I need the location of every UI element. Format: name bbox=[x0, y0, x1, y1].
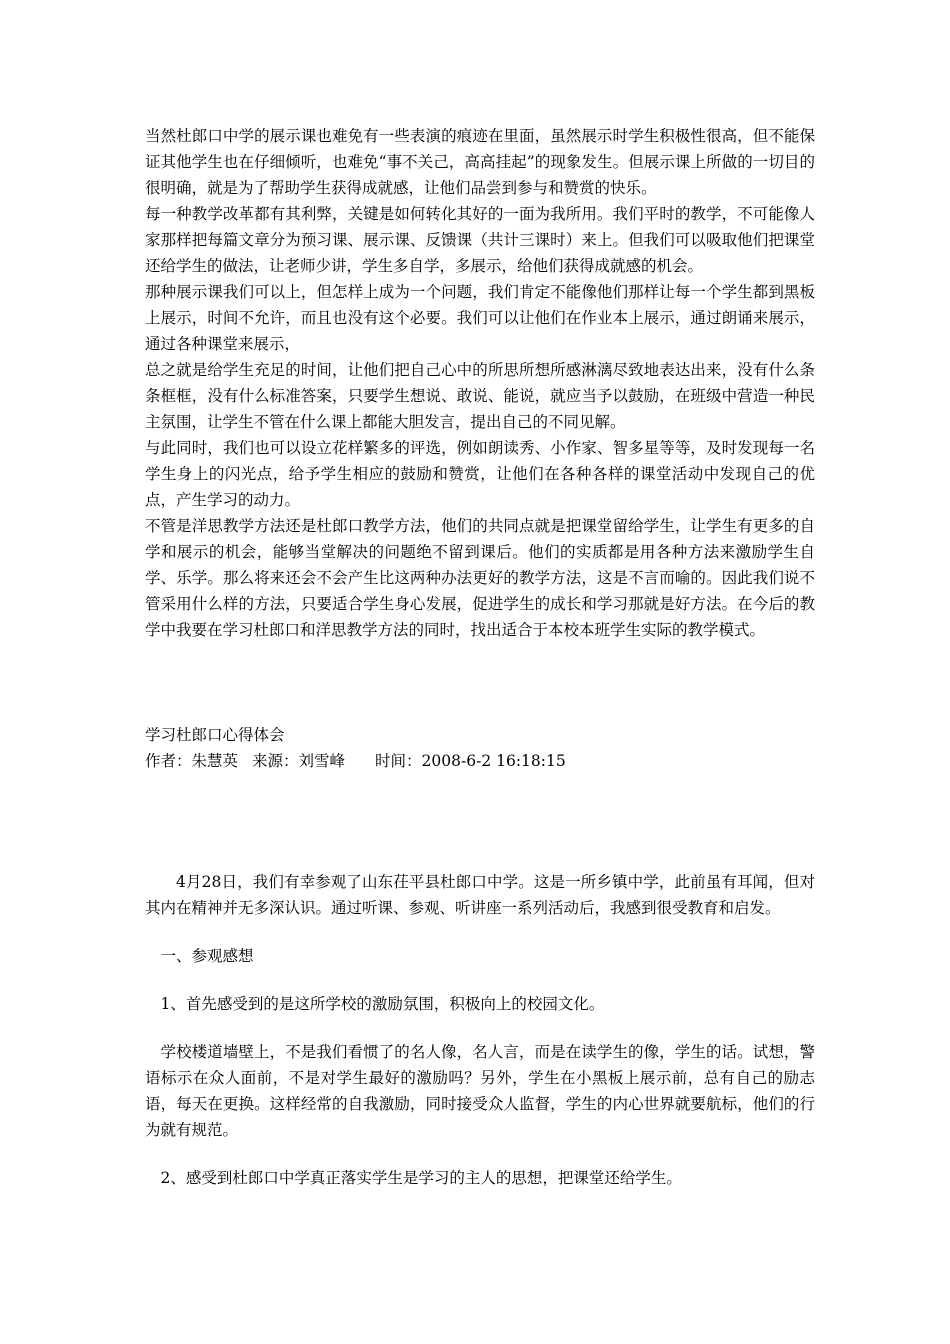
point-detail-paragraph: 学校楼道墙壁上，不是我们看惯了的名人像，名人言，而是在读学生的像，学生的话。试想，警语标示在众人面前，不是对学生最好的激励吗？另外，学生在小黑板上展示前，总有自己的励志语，每天在更换。这样经常的自我激励，同时接受众人监督，学生的内心世界就要航标，他们的行为就有规范。 bbox=[145, 1043, 815, 1139]
article-author: 作者：朱慧英 bbox=[145, 752, 239, 770]
paragraph: 不管是洋思教学方法还是杜郎口教学方法，他们的共同点就是把课堂留给学生，让学生有更多的自学和展示的机会，能够当堂解决的问题绝不留到课后。他们的实质都是用各种方法来激励学生自学、乐学。那么将来还会不会产生比这两种办法更好的教学方法，这是不言而喻的。因此我们说不管采用什么样的方法，只要适合学生身心发展，促进学生的成长和学习那就是好方法。在今后的教学中我要在学习杜郎口和洋思教学方法的同时，找出适合于本校本班学生实际的教学模式。 bbox=[145, 517, 815, 639]
article-source: 来源：刘雪峰 bbox=[252, 752, 346, 770]
paragraph: 那种展示课我们可以上，但怎样上成为一个问题，我们肯定不能像他们那样让每一个学生都到黑板上展示，时间不允许，而且也没有这个必要。我们可以让他们在作业本上展示，通过朗诵来展示，通过各种课堂来展示， bbox=[145, 283, 815, 353]
article-title: 学习杜郎口心得体会 bbox=[145, 726, 285, 744]
article-time: 时间：2008-6-2 16:18:15 bbox=[375, 752, 566, 770]
paragraph: 当然杜郎口中学的展示课也难免有一些表演的痕迹在里面，虽然展示时学生积极性很高，但不能保证其他学生也在仔细倾听，也难免“事不关己，高高挂起”的现象发生。但展示课上所做的一切目的很明确，就是为了帮助学生获得成就感，让他们品尝到参与和赞赏的快乐。 bbox=[145, 127, 815, 197]
section-heading: 一、参观感想 bbox=[160, 947, 254, 965]
paragraph: 总之就是给学生充足的时间，让他们把自己心中的所思所想所感淋漓尽致地表达出来，没有什么条条框框，没有什么标准答案，只要学生想说、敢说、能说，就应当予以鼓励，在班级中营造一种民主氛围，让学生不管在什么课上都能大胆发言，提出自己的不同见解。 bbox=[145, 361, 815, 431]
intro-paragraph: 4月28日，我们有幸参观了山东茌平县杜郎口中学。这是一所乡镇中学，此前虽有耳闻，但对其内在精神并无多深认识。通过听课、参观、听讲座一系列活动后，我感到很受教育和启发。 bbox=[145, 873, 815, 917]
article-body bbox=[145, 869, 815, 1191]
point-heading: 2、感受到杜郎口中学真正落实学生是学习的主人的思想，把课堂还给学生。 bbox=[160, 1169, 682, 1187]
point-heading: 1、首先感受到的是这所学校的激励氛围，积极向上的校园文化。 bbox=[160, 995, 605, 1013]
article-meta bbox=[145, 748, 815, 774]
paragraph: 与此同时，我们也可以设立花样繁多的评选，例如朗读秀、小作家、智多星等等，及时发现每一名学生身上的闪光点，给予学生相应的鼓励和赞赏，让他们在各种各样的课堂活动中发现自己的优点，产生学习的动力。 bbox=[145, 439, 815, 509]
paragraph: 每一种教学改革都有其利弊，关键是如何转化其好的一面为我所用。我们平时的教学，不可能像人家那样把每篇文章分为预习课、展示课、反馈课（共计三课时）来上。但我们可以吸取他们把课堂还给学生的做法，让老师少讲，学生多自学，多展示，给他们获得成就感的机会。 bbox=[145, 205, 815, 275]
top-text-block bbox=[145, 123, 815, 643]
article-header bbox=[145, 722, 815, 774]
